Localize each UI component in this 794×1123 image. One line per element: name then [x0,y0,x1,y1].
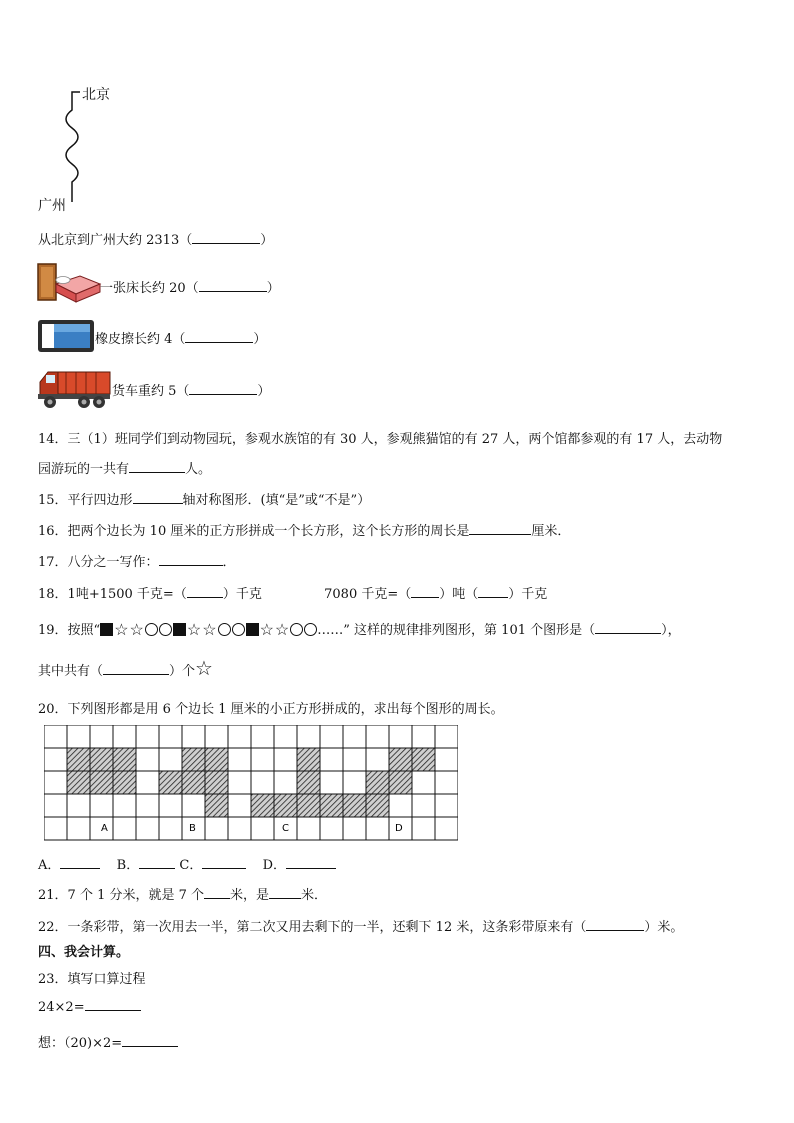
q23-line2: 想：（20)×2= [38,1032,178,1051]
map-north-label: 北京 [82,87,110,103]
q20-answer-a[interactable] [60,868,100,869]
q17: 17．八分之一写作： ． [38,555,236,570]
grid-label-c: C [282,823,289,834]
shaded-cell [274,794,297,817]
eraser-answer-blank[interactable] [185,342,253,343]
circle-icon [218,623,231,636]
q22: 22．一条彩带，第一次用去一半，第二次又用去剩下的一半，还剩下 12 米，这条彩带原来有（ ）米。 [38,920,684,935]
black-square-icon [173,623,186,636]
truck-answer-blank[interactable] [189,394,257,395]
q16-answer-blank[interactable] [469,534,531,535]
bed-answer-blank[interactable] [199,291,267,292]
q20-answers: A． B． C． D． [38,854,336,873]
shaded-cell [389,771,412,794]
circle-icon [290,623,303,636]
q19-blank-1[interactable] [595,633,661,634]
q18: 18．1吨+1500 千克=（ ）千克 7080 千克=（ ）吨（ ）千克 [38,587,548,602]
shaded-cell [205,771,228,794]
eraser-icon [36,318,96,354]
star-icon: ☆ [202,619,217,639]
circle-icon [159,623,172,636]
shaded-cell [366,794,389,817]
shaded-cell [205,794,228,817]
q16: 16．把两个边长为 10 厘米的正方形拼成一个长方形，这个长方形的周长是 厘米． [38,524,571,539]
q23-blank-2[interactable] [122,1046,178,1047]
star-icon: ☆ [114,619,129,639]
grid-label-d: D [395,823,403,834]
q23-title: 23．填写口算过程 [38,972,146,987]
shaded-cell [320,794,343,817]
star-icon: ☆ [129,619,144,639]
shaded-cell [389,748,412,771]
q18-blank-2[interactable] [411,597,439,598]
q14-line2: 园游玩的一共有 人。 [38,462,212,477]
shaded-cell [159,771,182,794]
star-icon: ☆ [195,656,213,680]
section4-title: 四、我会计算。 [38,945,130,960]
truck-icon [36,366,112,410]
shaded-cell [366,771,389,794]
q21: 21．7 个 1 分米，就是 7 个 米，是 米． [38,888,328,903]
q19-line2: 其中共有（ ）个☆ [38,656,213,680]
eraser-text: 橡皮擦长约 4（ [95,332,186,347]
q20-answer-d[interactable] [286,868,336,869]
grid-label-b: B [189,823,196,834]
q19-blank-2[interactable] [103,674,169,675]
shaded-cell [67,771,90,794]
grid-label-a: A [101,823,108,834]
q17-answer-blank[interactable] [159,565,223,566]
black-square-icon [246,623,259,636]
shaded-cell [113,771,136,794]
q23-blank-1[interactable] [85,1010,141,1011]
q18-blank-1[interactable] [187,597,223,598]
shaded-cell [343,794,366,817]
star-icon: ☆ [259,619,274,639]
distance-answer-blank[interactable] [192,243,260,244]
q20-answer-c[interactable] [202,868,246,869]
star-icon: ☆ [274,619,290,639]
star-icon: ☆ [186,619,202,639]
bed-question: 一张床长约 20（ ） [100,281,280,296]
bed-text: 一张床长约 20（ [100,281,199,296]
shaded-cell [251,794,274,817]
q23-line1: 24×2= [38,1000,141,1015]
q15-answer-blank[interactable] [133,503,183,504]
q20-answer-b[interactable] [139,868,175,869]
shape-pattern [100,619,317,639]
shaded-cell [297,771,320,794]
q14-answer-blank[interactable] [129,472,185,473]
shaded-cell [182,748,205,771]
circle-icon [232,623,245,636]
shaded-cell [412,748,435,771]
black-square-icon [100,623,113,636]
route-line [58,88,82,204]
distance-text: 从北京到广州大约 2313（ [38,233,193,248]
shaded-cell [90,748,113,771]
shaded-cell [205,748,228,771]
shaded-cell [113,748,136,771]
circle-icon [145,623,158,636]
q19-line1: 19．按照“ ☆ ☆ ☆ ☆ ☆ ☆ ……” 这样的规律排列图形，第 101 个图形是（ ）， [38,619,681,639]
q21-blank-1[interactable] [204,898,230,899]
q21-blank-2[interactable] [269,898,301,899]
q14-line1: 14．三（1）班同学们到动物园玩，参观水族馆的有 30 人，参观熊猫馆的有 27 人，两个馆都参观的有 17 人，去动物 [38,432,723,447]
q15: 15．平行四边形 轴对称图形．(填“是”或“不是”） [38,493,371,508]
map-south-label: 广州 [38,198,66,214]
q22-answer-blank[interactable] [586,930,644,931]
truck-question: 货车重约 5（ ） [112,384,271,399]
eraser-question: 橡皮擦长约 4（ ） [95,332,267,347]
shaded-cell [297,748,320,771]
shaded-cell [67,748,90,771]
circle-icon [304,623,317,636]
square-grid [44,725,458,847]
shaded-cell [90,771,113,794]
q20-text: 20．下列图形都是用 6 个边长 1 厘米的小正方形拼成的，求出每个图形的周长。 [38,702,504,717]
truck-text: 货车重约 5（ [112,384,190,399]
shaded-cell [182,771,205,794]
bed-icon [36,262,102,304]
shaded-cell [297,794,320,817]
distance-question: 从北京到广州大约 2313（ ） [38,233,274,248]
q18-blank-3[interactable] [478,597,508,598]
